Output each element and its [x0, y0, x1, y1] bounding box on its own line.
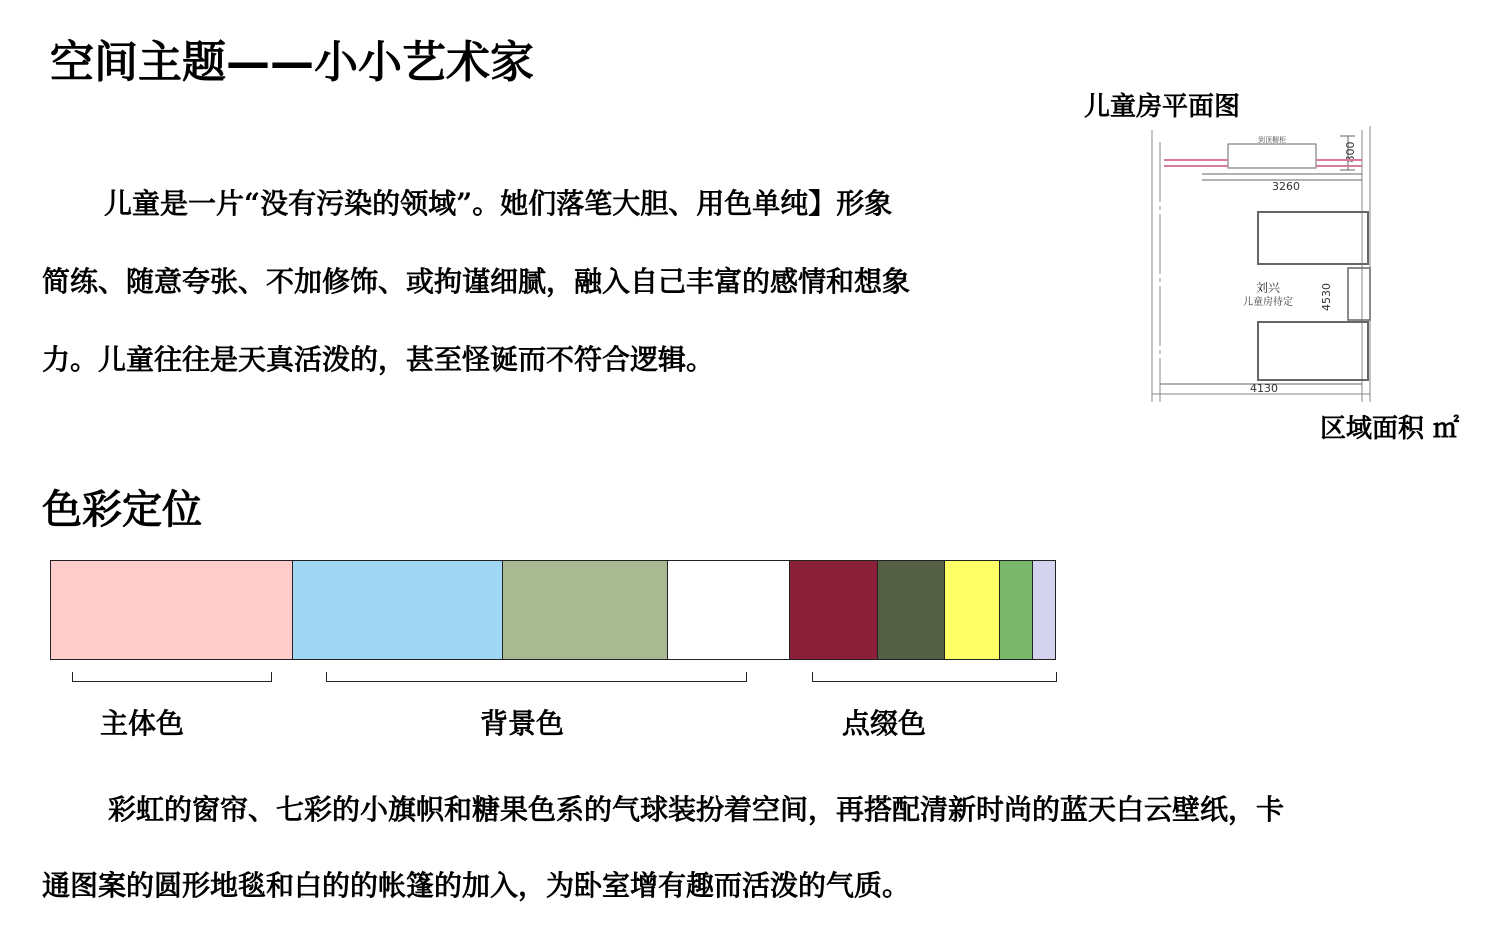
bracket-main: [72, 672, 272, 682]
dim-depth: 4530: [1320, 283, 1333, 311]
swatch-background-3: [668, 561, 790, 659]
intro-line-3: 力。儿童往往是天真活泼的，甚至怪诞而不符合逻辑。: [42, 343, 715, 376]
swatch-accent-2: [878, 561, 945, 659]
area-label: 区域面积 ㎡: [1320, 414, 1460, 444]
dim-width: 3260: [1272, 180, 1300, 193]
bed-upper: [1258, 212, 1368, 264]
color-palette: [50, 560, 1056, 660]
room-sublabel: 儿童房待定: [1243, 297, 1293, 308]
wardrobe: [1228, 144, 1316, 168]
floor-plan-title: 儿童房平面图: [1084, 92, 1241, 122]
swatch-background-2: [503, 561, 668, 659]
swatch-main-1: [51, 561, 293, 659]
swatch-accent-4: [1000, 561, 1033, 659]
bed-lower: [1258, 322, 1368, 380]
label-background-color: 背景色: [480, 707, 565, 740]
label-main-color: 主体色: [100, 707, 185, 740]
dim-top: 800: [1344, 141, 1357, 163]
bracket-background: [326, 672, 747, 682]
closing-line-1: 彩虹的窗帘、七彩的小旗帜和糖果色系的气球装扮着空间，再搭配清新时尚的蓝天白云壁纸，卡: [108, 793, 1285, 826]
label-accent-color: 点缀色: [842, 707, 927, 740]
intro-line-2: 简练、随意夸张、不加修饰、或拘谨细腻，融入自己丰富的感情和想象: [42, 265, 911, 298]
bracket-accent: [812, 672, 1057, 682]
swatch-background-1: [293, 561, 504, 659]
swatch-accent-3: [945, 561, 1000, 659]
swatch-accent-1: [790, 561, 879, 659]
intro-line-1: 儿童是一片“没有污染的领域”。她们落笔大胆、用色单纯】形象: [104, 187, 893, 220]
closing-line-2: 通图案的圆形地毯和白的的帐篷的加入，为卧室增有趣而活泼的气质。: [42, 869, 911, 902]
swatch-accent-5: [1033, 561, 1055, 659]
page-title: 空间主题——小小艺术家: [50, 37, 534, 88]
floor-plan-drawing: [1140, 122, 1390, 407]
nightstand: [1348, 268, 1370, 320]
wardrobe-label: 到顶橱柜: [1258, 136, 1286, 144]
section-title-colors: 色彩定位: [42, 487, 202, 533]
room-label: 刘兴: [1255, 281, 1281, 295]
dim-bottom: 4130: [1250, 382, 1278, 395]
